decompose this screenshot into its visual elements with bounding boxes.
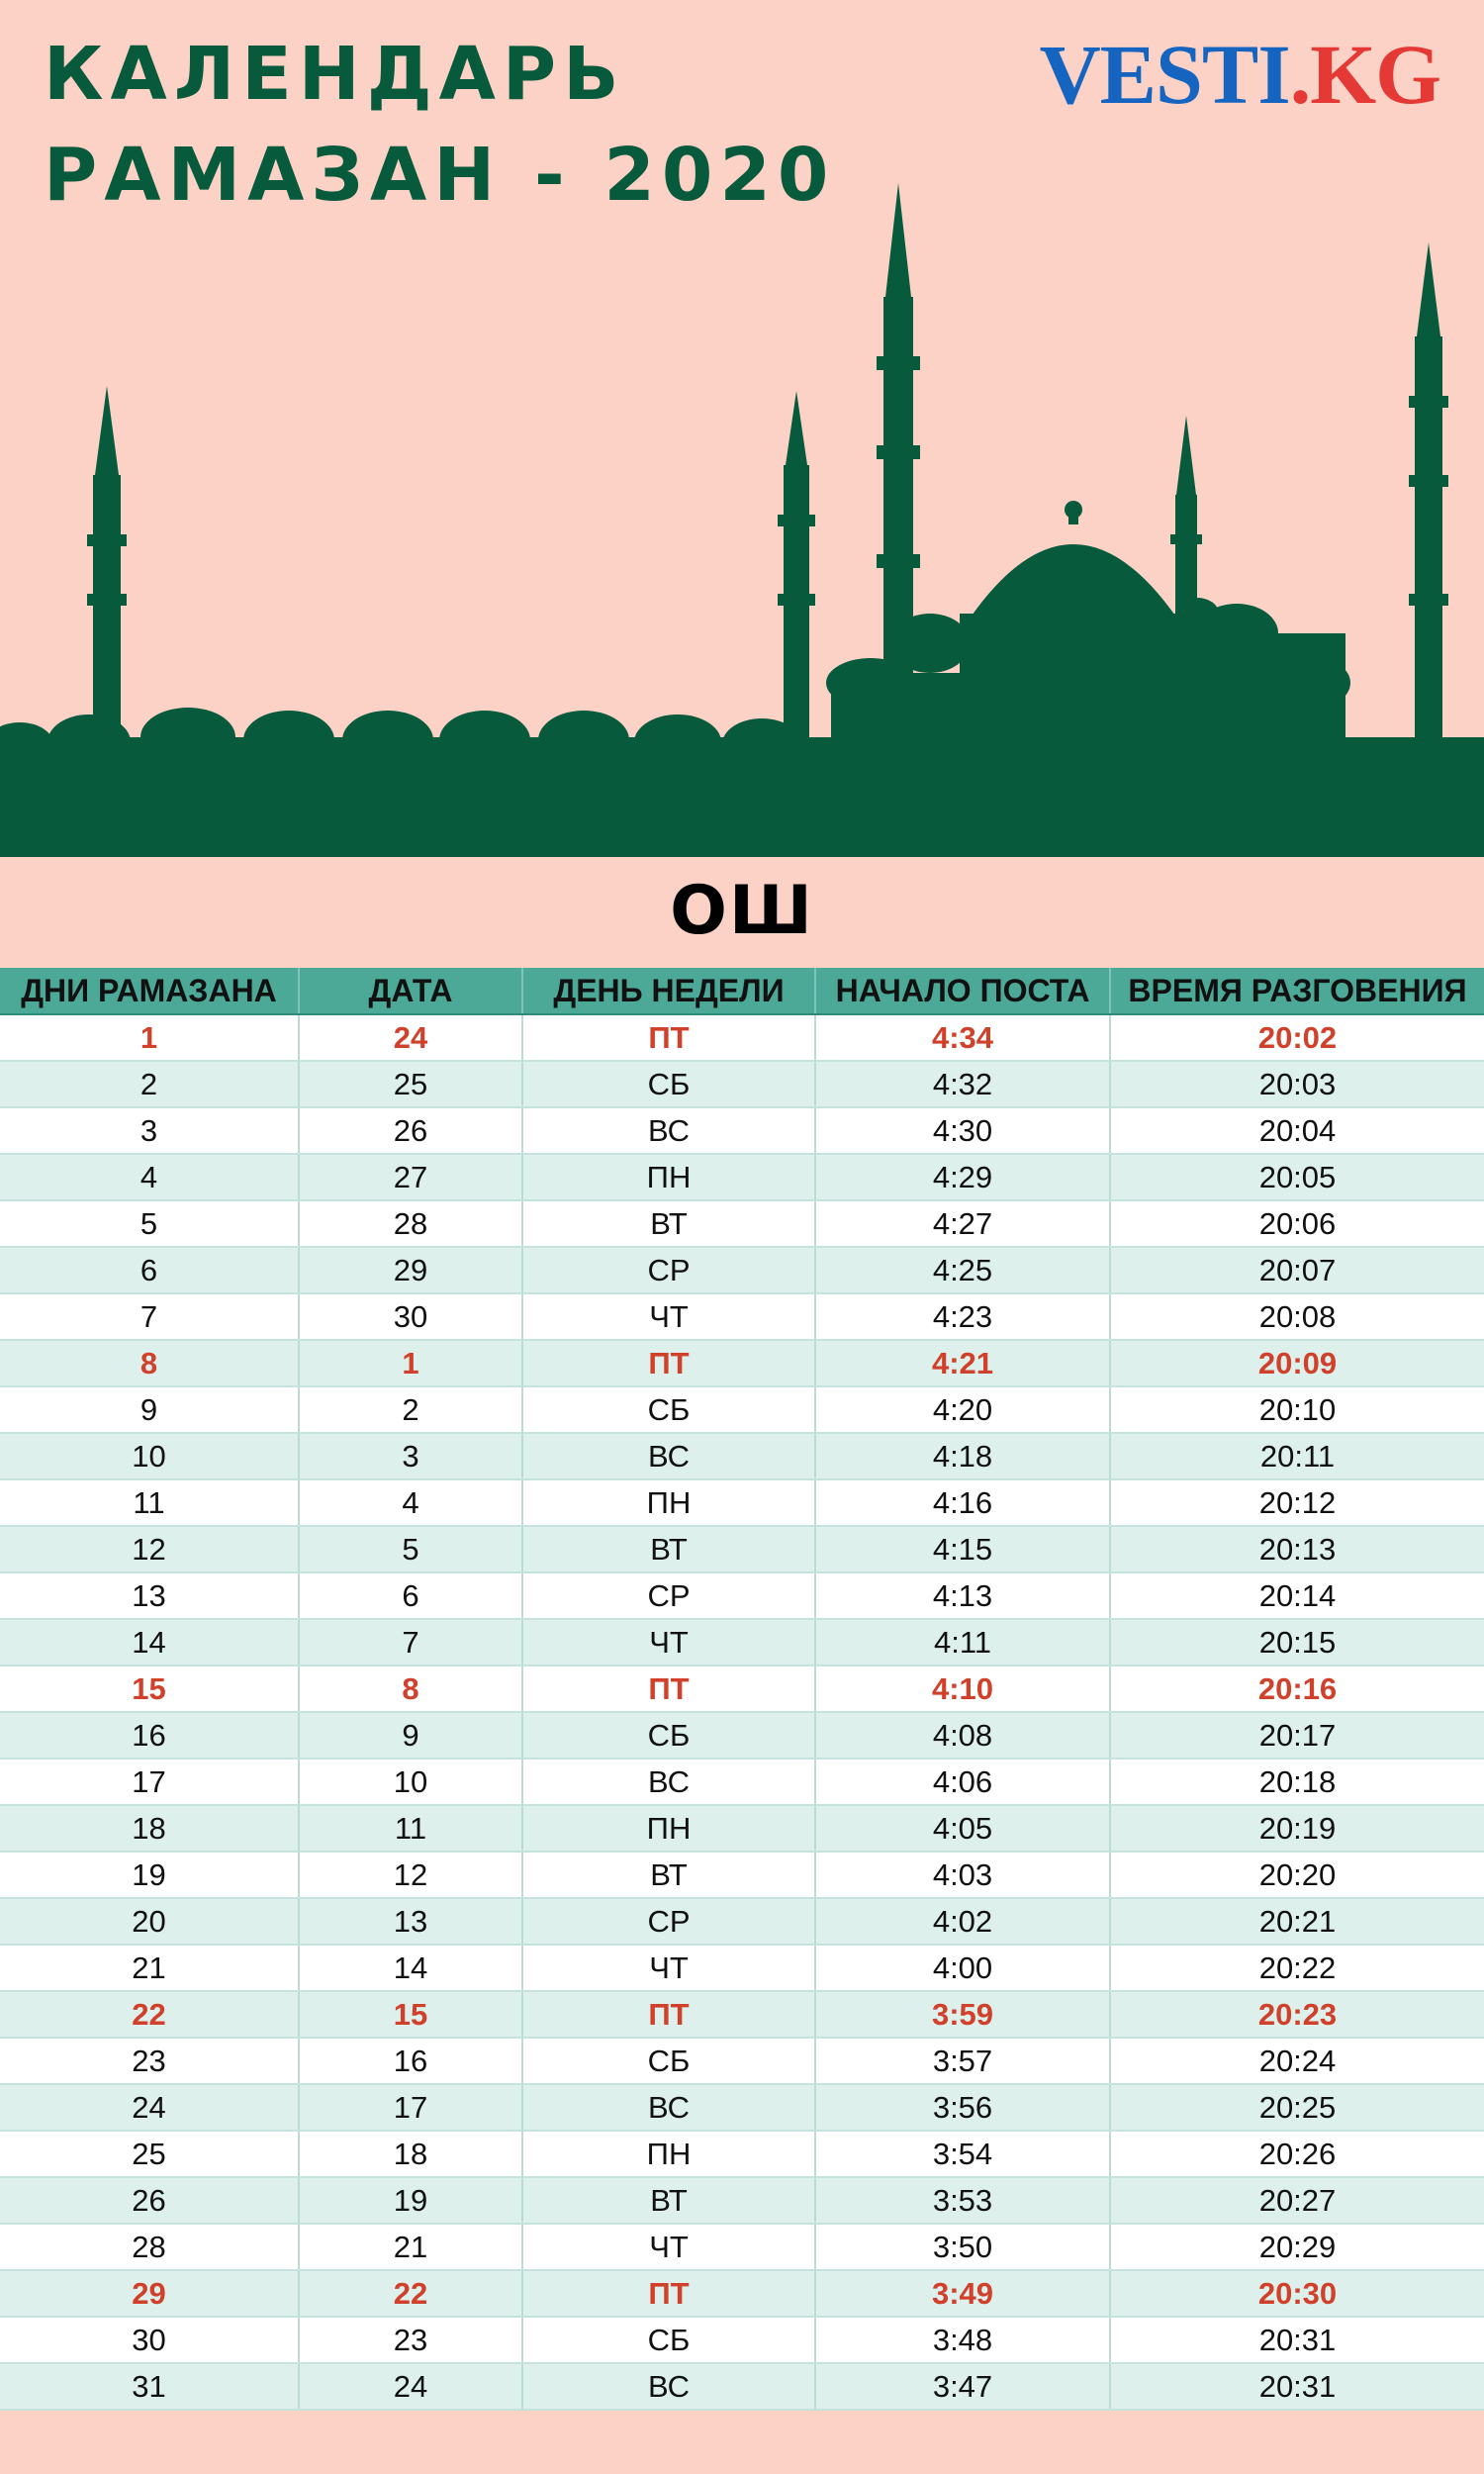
table-row bbox=[0, 1386, 1484, 1433]
page-title-line2: РАМАЗАН - 2020 bbox=[44, 133, 836, 218]
iftar-time-cell: 20:13 bbox=[1110, 1526, 1484, 1572]
weekday-cell: ВТ bbox=[522, 1200, 815, 1247]
iftar-time-cell: 20:11 bbox=[1110, 1433, 1484, 1479]
fast-start-cell: 4:32 bbox=[815, 1061, 1110, 1107]
ramadan-day-cell: 1 bbox=[0, 1014, 299, 1061]
iftar-time-cell: 20:30 bbox=[1110, 2270, 1484, 2317]
iftar-time-cell: 20:21 bbox=[1110, 1898, 1484, 1945]
table-row bbox=[0, 1572, 1484, 1619]
table-row bbox=[0, 1991, 1484, 2038]
ramadan-day-cell: 10 bbox=[0, 1433, 299, 1479]
weekday-cell: СР bbox=[522, 1572, 815, 1619]
table-row bbox=[0, 1805, 1484, 1852]
iftar-time-cell: 20:15 bbox=[1110, 1619, 1484, 1665]
table-row bbox=[0, 1526, 1484, 1572]
ramadan-day-cell: 9 bbox=[0, 1386, 299, 1433]
date-cell: 16 bbox=[299, 2038, 522, 2084]
date-cell: 18 bbox=[299, 2131, 522, 2177]
ramadan-day-cell: 22 bbox=[0, 1991, 299, 2038]
fast-start-cell: 3:53 bbox=[815, 2177, 1110, 2224]
table-row bbox=[0, 2363, 1484, 2410]
ramadan-day-cell: 12 bbox=[0, 1526, 299, 1572]
fast-start-cell: 4:34 bbox=[815, 1014, 1110, 1061]
table-row bbox=[0, 1479, 1484, 1526]
date-cell: 21 bbox=[299, 2224, 522, 2270]
fast-start-cell: 4:23 bbox=[815, 1293, 1110, 1340]
bottom-margin bbox=[0, 2417, 1484, 2474]
table-row bbox=[0, 1107, 1484, 1154]
fast-start-cell: 4:11 bbox=[815, 1619, 1110, 1665]
weekday-cell: ВТ bbox=[522, 2177, 815, 2224]
weekday-cell: ВС bbox=[522, 1759, 815, 1805]
table-row bbox=[0, 1433, 1484, 1479]
ramadan-day-cell: 18 bbox=[0, 1805, 299, 1852]
mosque-silhouette bbox=[0, 0, 1484, 857]
logo-text-kg: KG bbox=[1310, 27, 1440, 122]
iftar-time-cell: 20:10 bbox=[1110, 1386, 1484, 1433]
iftar-time-cell: 20:07 bbox=[1110, 1247, 1484, 1293]
iftar-time-cell: 20:29 bbox=[1110, 2224, 1484, 2270]
iftar-time-cell: 20:18 bbox=[1110, 1759, 1484, 1805]
date-cell: 5 bbox=[299, 1526, 522, 1572]
ramadan-day-cell: 19 bbox=[0, 1852, 299, 1898]
ramadan-day-cell: 7 bbox=[0, 1293, 299, 1340]
ramadan-day-cell: 3 bbox=[0, 1107, 299, 1154]
weekday-cell: СР bbox=[522, 1898, 815, 1945]
date-cell: 24 bbox=[299, 2363, 522, 2410]
ramadan-day-cell: 23 bbox=[0, 2038, 299, 2084]
column-header-ramadan-day: ДНИ РАМАЗАНА bbox=[0, 968, 299, 1014]
fast-start-cell: 4:08 bbox=[815, 1712, 1110, 1759]
ramadan-day-cell: 25 bbox=[0, 2131, 299, 2177]
weekday-cell: ВТ bbox=[522, 1526, 815, 1572]
iftar-time-cell: 20:22 bbox=[1110, 1945, 1484, 1991]
column-header-fast-start: НАЧАЛО ПОСТА bbox=[815, 968, 1110, 1014]
weekday-cell: ВС bbox=[522, 1433, 815, 1479]
weekday-cell: ВС bbox=[522, 2084, 815, 2131]
fast-start-cell: 4:16 bbox=[815, 1479, 1110, 1526]
weekday-cell: СБ bbox=[522, 2317, 815, 2363]
logo-text-vesti: VESTI bbox=[1039, 27, 1290, 122]
table-row bbox=[0, 1619, 1484, 1665]
ramadan-day-cell: 28 bbox=[0, 2224, 299, 2270]
date-cell: 10 bbox=[299, 1759, 522, 1805]
weekday-cell: ПТ bbox=[522, 1991, 815, 2038]
iftar-time-cell: 20:05 bbox=[1110, 1154, 1484, 1200]
iftar-time-cell: 20:02 bbox=[1110, 1014, 1484, 1061]
ramadan-day-cell: 31 bbox=[0, 2363, 299, 2410]
ramadan-day-cell: 4 bbox=[0, 1154, 299, 1200]
fast-start-cell: 4:29 bbox=[815, 1154, 1110, 1200]
city-name: ОШ bbox=[670, 872, 814, 950]
date-cell: 11 bbox=[299, 1805, 522, 1852]
date-cell: 8 bbox=[299, 1665, 522, 1712]
iftar-time-cell: 20:31 bbox=[1110, 2317, 1484, 2363]
ramadan-day-cell: 15 bbox=[0, 1665, 299, 1712]
ramadan-schedule-table bbox=[0, 968, 1484, 2411]
table-row bbox=[0, 1154, 1484, 1200]
fast-start-cell: 3:47 bbox=[815, 2363, 1110, 2410]
fast-start-cell: 4:21 bbox=[815, 1340, 1110, 1386]
table-row bbox=[0, 1945, 1484, 1991]
date-cell: 30 bbox=[299, 1293, 522, 1340]
table-row bbox=[0, 2131, 1484, 2177]
weekday-cell: ПН bbox=[522, 1805, 815, 1852]
iftar-time-cell: 20:24 bbox=[1110, 2038, 1484, 2084]
weekday-cell: ЧТ bbox=[522, 2224, 815, 2270]
fast-start-cell: 4:00 bbox=[815, 1945, 1110, 1991]
fast-start-cell: 3:50 bbox=[815, 2224, 1110, 2270]
fast-start-cell: 4:03 bbox=[815, 1852, 1110, 1898]
date-cell: 4 bbox=[299, 1479, 522, 1526]
date-cell: 14 bbox=[299, 1945, 522, 1991]
date-cell: 9 bbox=[299, 1712, 522, 1759]
table-row bbox=[0, 1712, 1484, 1759]
weekday-cell: ПТ bbox=[522, 1340, 815, 1386]
weekday-cell: ПН bbox=[522, 2131, 815, 2177]
fast-start-cell: 3:59 bbox=[815, 1991, 1110, 2038]
table-row bbox=[0, 1898, 1484, 1945]
fast-start-cell: 4:15 bbox=[815, 1526, 1110, 1572]
table-header-row bbox=[0, 968, 1484, 1014]
table-row bbox=[0, 2177, 1484, 2224]
date-cell: 23 bbox=[299, 2317, 522, 2363]
ramadan-day-cell: 21 bbox=[0, 1945, 299, 1991]
ramadan-day-cell: 24 bbox=[0, 2084, 299, 2131]
fast-start-cell: 4:02 bbox=[815, 1898, 1110, 1945]
date-cell: 7 bbox=[299, 1619, 522, 1665]
fast-start-cell: 3:57 bbox=[815, 2038, 1110, 2084]
ramadan-day-cell: 13 bbox=[0, 1572, 299, 1619]
weekday-cell: СБ bbox=[522, 1386, 815, 1433]
ramadan-day-cell: 11 bbox=[0, 1479, 299, 1526]
table-row bbox=[0, 2270, 1484, 2317]
iftar-time-cell: 20:09 bbox=[1110, 1340, 1484, 1386]
fast-start-cell: 4:25 bbox=[815, 1247, 1110, 1293]
iftar-time-cell: 20:26 bbox=[1110, 2131, 1484, 2177]
weekday-cell: ПТ bbox=[522, 1665, 815, 1712]
fast-start-cell: 3:48 bbox=[815, 2317, 1110, 2363]
iftar-time-cell: 20:17 bbox=[1110, 1712, 1484, 1759]
ramadan-day-cell: 16 bbox=[0, 1712, 299, 1759]
iftar-time-cell: 20:03 bbox=[1110, 1061, 1484, 1107]
ramadan-day-cell: 17 bbox=[0, 1759, 299, 1805]
ramadan-day-cell: 26 bbox=[0, 2177, 299, 2224]
table-row bbox=[0, 1061, 1484, 1107]
header-banner bbox=[0, 0, 1484, 857]
table-row bbox=[0, 1340, 1484, 1386]
column-header-date: ДАТА bbox=[299, 968, 522, 1014]
iftar-time-cell: 20:06 bbox=[1110, 1200, 1484, 1247]
date-cell: 19 bbox=[299, 2177, 522, 2224]
date-cell: 15 bbox=[299, 1991, 522, 2038]
fast-start-cell: 4:06 bbox=[815, 1759, 1110, 1805]
date-cell: 26 bbox=[299, 1107, 522, 1154]
date-cell: 13 bbox=[299, 1898, 522, 1945]
table-row bbox=[0, 2084, 1484, 2131]
table-row bbox=[0, 1665, 1484, 1712]
table-row bbox=[0, 1293, 1484, 1340]
ramadan-day-cell: 5 bbox=[0, 1200, 299, 1247]
date-cell: 6 bbox=[299, 1572, 522, 1619]
weekday-cell: ЧТ bbox=[522, 1619, 815, 1665]
iftar-time-cell: 20:31 bbox=[1110, 2363, 1484, 2410]
table-row bbox=[0, 2038, 1484, 2084]
fast-start-cell: 4:30 bbox=[815, 1107, 1110, 1154]
date-cell: 29 bbox=[299, 1247, 522, 1293]
weekday-cell: ВС bbox=[522, 1107, 815, 1154]
ramadan-day-cell: 2 bbox=[0, 1061, 299, 1107]
ramadan-day-cell: 14 bbox=[0, 1619, 299, 1665]
date-cell: 22 bbox=[299, 2270, 522, 2317]
weekday-cell: СБ bbox=[522, 2038, 815, 2084]
weekday-cell: ПН bbox=[522, 1479, 815, 1526]
date-cell: 24 bbox=[299, 1014, 522, 1061]
iftar-time-cell: 20:16 bbox=[1110, 1665, 1484, 1712]
fast-start-cell: 4:13 bbox=[815, 1572, 1110, 1619]
fast-start-cell: 4:05 bbox=[815, 1805, 1110, 1852]
iftar-time-cell: 20:19 bbox=[1110, 1805, 1484, 1852]
table-row bbox=[0, 2317, 1484, 2363]
iftar-time-cell: 20:12 bbox=[1110, 1479, 1484, 1526]
logo-dot: . bbox=[1289, 27, 1311, 122]
iftar-time-cell: 20:27 bbox=[1110, 2177, 1484, 2224]
table-row bbox=[0, 2224, 1484, 2270]
ramadan-day-cell: 30 bbox=[0, 2317, 299, 2363]
fast-start-cell: 3:56 bbox=[815, 2084, 1110, 2131]
ramadan-day-cell: 20 bbox=[0, 1898, 299, 1945]
weekday-cell: ПТ bbox=[522, 1014, 815, 1061]
table-row bbox=[0, 1852, 1484, 1898]
table-row bbox=[0, 1014, 1484, 1061]
date-cell: 17 bbox=[299, 2084, 522, 2131]
weekday-cell: ЧТ bbox=[522, 1945, 815, 1991]
table-row bbox=[0, 1759, 1484, 1805]
date-cell: 12 bbox=[299, 1852, 522, 1898]
ramadan-day-cell: 8 bbox=[0, 1340, 299, 1386]
ramadan-day-cell: 29 bbox=[0, 2270, 299, 2317]
table-row bbox=[0, 1247, 1484, 1293]
date-cell: 25 bbox=[299, 1061, 522, 1107]
iftar-time-cell: 20:23 bbox=[1110, 1991, 1484, 2038]
column-header-iftar-time: ВРЕМЯ РАЗГОВЕНИЯ bbox=[1110, 968, 1484, 1014]
ramadan-day-cell: 6 bbox=[0, 1247, 299, 1293]
fast-start-cell: 4:10 bbox=[815, 1665, 1110, 1712]
iftar-time-cell: 20:14 bbox=[1110, 1572, 1484, 1619]
weekday-cell: ВС bbox=[522, 2363, 815, 2410]
column-header-weekday: ДЕНЬ НЕДЕЛИ bbox=[522, 968, 815, 1014]
date-cell: 1 bbox=[299, 1340, 522, 1386]
weekday-cell: СБ bbox=[522, 1712, 815, 1759]
weekday-cell: СБ bbox=[522, 1061, 815, 1107]
iftar-time-cell: 20:04 bbox=[1110, 1107, 1484, 1154]
page-title-line1: КАЛЕНДАРЬ bbox=[44, 32, 626, 117]
fast-start-cell: 4:27 bbox=[815, 1200, 1110, 1247]
date-cell: 28 bbox=[299, 1200, 522, 1247]
weekday-cell: ВТ bbox=[522, 1852, 815, 1898]
fast-start-cell: 4:18 bbox=[815, 1433, 1110, 1479]
date-cell: 27 bbox=[299, 1154, 522, 1200]
weekday-cell: ПН bbox=[522, 1154, 815, 1200]
fast-start-cell: 4:20 bbox=[815, 1386, 1110, 1433]
iftar-time-cell: 20:25 bbox=[1110, 2084, 1484, 2131]
weekday-cell: ПТ bbox=[522, 2270, 815, 2317]
table-row bbox=[0, 1200, 1484, 1247]
iftar-time-cell: 20:20 bbox=[1110, 1852, 1484, 1898]
weekday-cell: ЧТ bbox=[522, 1293, 815, 1340]
iftar-time-cell: 20:08 bbox=[1110, 1293, 1484, 1340]
vesti-kg-logo bbox=[1039, 27, 1440, 122]
fast-start-cell: 3:54 bbox=[815, 2131, 1110, 2177]
date-cell: 2 bbox=[299, 1386, 522, 1433]
fast-start-cell: 3:49 bbox=[815, 2270, 1110, 2317]
weekday-cell: СР bbox=[522, 1247, 815, 1293]
date-cell: 3 bbox=[299, 1433, 522, 1479]
